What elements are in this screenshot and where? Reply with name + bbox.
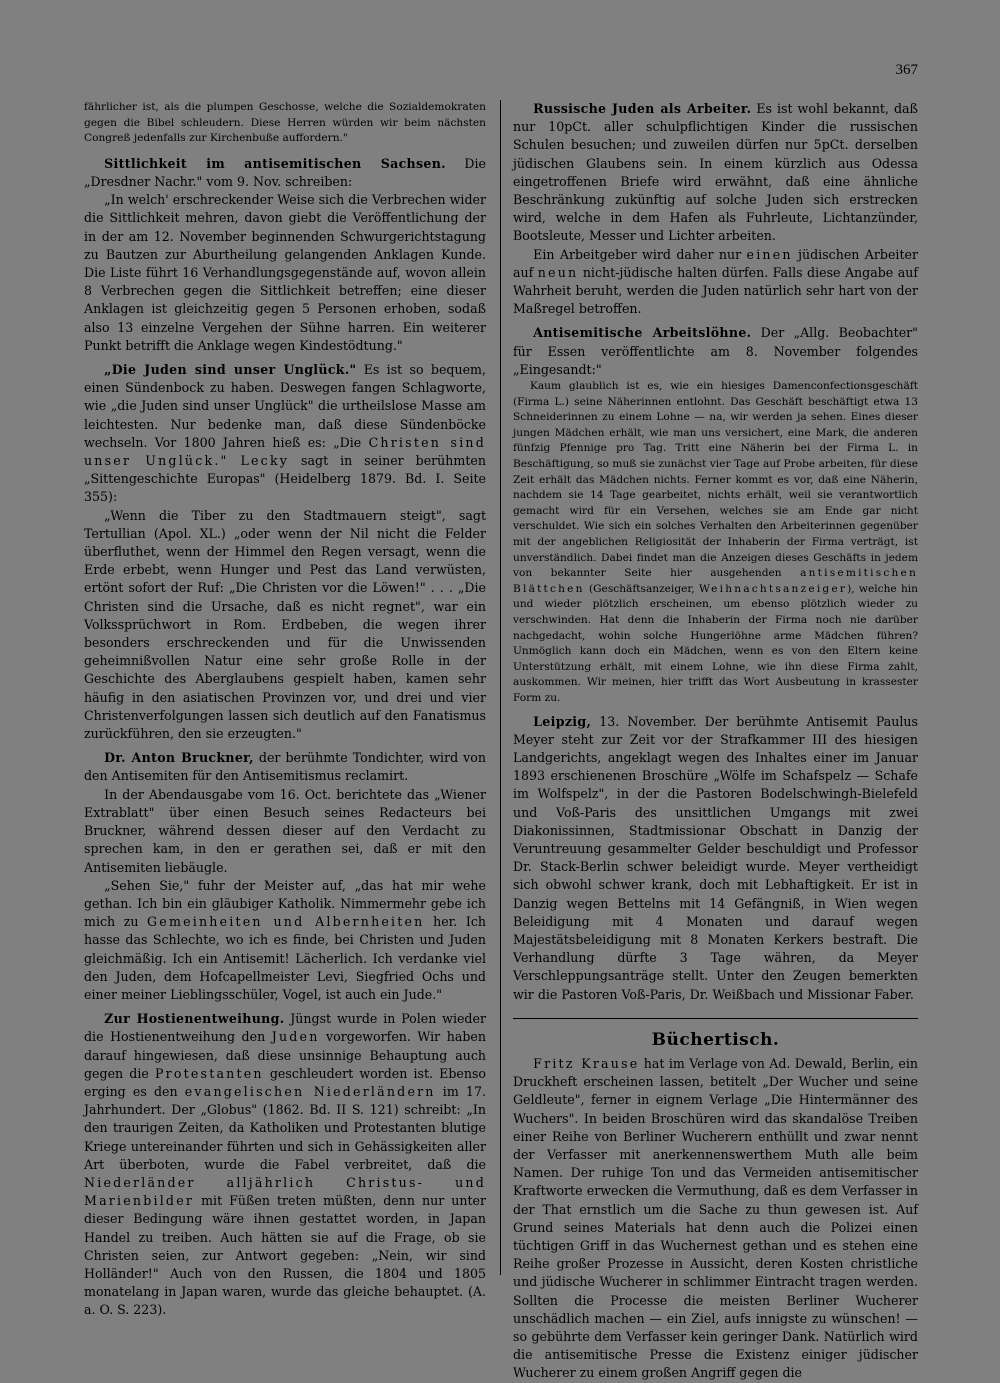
article-paragraph: „In welch' erschreckender Weise sich die Verbrechen wider die Sittlichkeit mehren, davon giebt die Veröffentlichung der in der am 12. November beginnenden Schwurgerichtstagung zu Bautzen zur Aburtheilung gelangenden Anklagen Kunde. Die Liste führt 16 Verhandlungsgegenstände auf, wovon allein 8 Verbrechen gegen die Sittlichkeit betreffen; eine dieser Anklagen ist gleichzeitig gegen 5 Personen erhoben, sodaß also 13 einzelne Vergehen der Sühne harren. Ein weiterer Punkt betrifft die Anklage wegen Kindestödtung." <box>84 192 486 353</box>
article-text: jüdischen Arbeiter auf <box>513 246 918 280</box>
article-text: Der „Allg. Beobachter" für Essen veröffentlichte am 8. November folgendes „Eingesandt:" <box>513 325 918 377</box>
article-text: Es ist wohl bekannt, daß nur 10pCt. aller schulpflichtigen Kinder die russischen Schulen besuchen; und zuweilen dürfen nur 5pCt. derselben jüdischen Glaubens sein. In einem kürzlich aus Odessa eingetroffenen Briefe wird erwähnt, daß eine ähnliche Beschränkung zukünftig auf solche Juden sich erstrecken wird, welche in dem Hafen als Fuhrleute, Lichtanzünder, Bootsleute, Messer und Lichter arbeiten. <box>513 101 918 244</box>
article-heading: Dr. Anton Bruckner, <box>104 750 254 766</box>
article-text: Kaum glaublich ist es, wie ein hiesiges Damenconfectionsgeschäft (Firma L.) seine Näherinnen entlohnt. Das Geschäft beschäftigt etwa 13 Schneiderinnen zu einem Lohne — na, wir werden ja sehen. Eines dieser jungen Mädchen erhält, wie man uns versichert, eine Mark, die anderen fünfzig Pfennige pro Tag. Tritt eine Näherin bei der Firma L. in Beschäftigung, so muß sie zunächst vier Tage auf Probe arbeiten, für diese Zeit erhält das Mädchen nichts. Ferner kommt es vor, daß eine Näherin, nachdem sie 14 Tage gearbeitet, nichts erhält, weil sie verantwortlich gemacht wird für ein Versehen, welches sie am Ende gar nicht verschuldet. Wie sich ein solches Verhalten den Arbeiterinnen gegenüber mit der angeblichen Religiosität der Inhaberin der Firma verträgt, ist unverständlich. Dabei findet man die Anzeigen dieses Geschäfts in jedem von bekannter Seite hier ausgehenden <box>513 380 918 580</box>
article-text: hat im Verlage von Ad. Dewald, Berlin, ein Druckheft erscheinen lassen, betitelt „Der Wucher und seine Geldleute", ferner in eignem Verlage „Die Hintermänner des Wuchers". In beiden Broschüren wird das skandalöse Treiben einer Reihe von Berliner Wucherern enthüllt und zwar nennt der Verfasser mit anerkennenswerthem Muth alle beim Namen. Der ruhige Ton und das Vermeiden antisemitischer Kraftworte erwecken die Vermuthung, daß es dem Verfasser in der That ernstlich um die Sache zu thun gewesen ist. Auf Grund seines Materials hat denn auch die Polizei einen tüchtigen Griff in das Wuchernest gethan und es stehen eine Reihe großer Prozesse in Aussicht, deren Kosten christliche und jüdische Wucherer in schlimmer Eintracht tragen werden. Sollten die Processe die meisten Berliner Wucherer unschädlich machen — ein Ziel, aufs innigste zu wünschen! — so gebührte dem Verfasser kein geringer Dank. Natürlich wird die antisemitische Presse die Existenz einiger jüdischer Wucherer zu einem großen Angriff gegen die <box>513 1055 918 1381</box>
emphasis-text: einen <box>746 246 793 262</box>
article-text: Die „Dresdner Nachr." vom 9. Nov. schreiben: <box>84 155 486 189</box>
article-text: „Sehen Sie," fuhr der Meister auf, „das hat mir wehe gethan. Ich bin ein gläubiger Katholik. Nimmermehr gebe ich mich zu <box>84 877 486 930</box>
column-divider <box>500 100 501 1275</box>
article-text: 13. November. Der berühmte Antisemit Paulus Meyer steht zur Zeit vor der Strafkammer III des hiesigen Landgerichts, angeklagt wegen des Inhaltes einer im Januar 1893 erschienenen Broschüre „Wölfe im Schafspelz — Schafe im Wolfspelz", in der die Pastoren Bodelschwingh-Bielefeld und Voß-Paris des unsittlichen Umgangs mit zwei Diakonissinnen, Stadtmissionar Obschatt in Danzig der Veruntreuung gesammelter Gelder beschuldigt und Professor Dr. Stack-Berlin schwer beleidigt wurde. Meyer vertheidigt sich obwohl schwer krank, doch mit Lebhaftigkeit. Er ist in Danzig wegen Bettelns mit 14 Gefängniß, in Wien wegen Beleidigung mit 4 Monaten und darauf wegen Majestätsbeleidigung mit 8 Monaten Kerkers bestraft. Die Verhandlung dürfte 3 Tage währen, da Meyer Verschleppungsanträge stellt. Unter den Zeugen bemerkten wir die Pastoren Voß-Paris, Dr. Weißbach und Missionar Faber. <box>513 713 918 1002</box>
section-title-buechertisch: Büchertisch. <box>651 1029 780 1050</box>
emphasis-text: antisemitischen Blättchen <box>513 567 918 595</box>
article-paragraph <box>513 246 918 319</box>
article-text: geschleudert worden ist. Ebenso erging es den <box>84 1065 486 1099</box>
article-text: Jüngst wurde in Polen wieder die Hostienentweihung den <box>84 1011 486 1045</box>
left-column <box>84 100 486 1320</box>
article-text: (Geschäftsanzeiger, <box>588 582 695 595</box>
emphasis-text: Protestanten <box>154 1065 264 1081</box>
emphasis-text: Christen sind unser Unglück." <box>84 434 486 469</box>
section-divider <box>513 1018 918 1019</box>
article-russische-juden <box>513 100 918 246</box>
article-paragraph: In der Abendausgabe vom 16. Oct. berichtete das „Wiener Extrablatt" über einen Besuch seines Redacteurs bei Bruckner, während dessen dieser auf den Verdacht zu sprechen kam, in den er gerathen sei, daß er mit den Antisemiten liebäugle. <box>84 786 486 875</box>
article-sittlichkeit <box>84 155 486 191</box>
article-heading: „Die Juden sind unser Unglück." <box>104 362 357 378</box>
emphasis-text: Weihnachtsanzeiger <box>698 582 848 595</box>
article-text: mit Füßen treten müßten, denn nur unter dieser Bedingung wäre ihnen gestattet worden, in Japan Handel zu treiben. Auch hätten sie auf die Frage, ob sie Christen seien, zur Antwort gegeben: „Nein, wir sind Holländer!" Auch von den Russen, die 1804 und 1805 monatelang in Japan waren, wurde das gleiche behauptet. (A. a. O. S. 223). <box>84 1193 486 1318</box>
article-heading: Antisemitische Arbeitslöhne. <box>533 325 752 341</box>
article-text: ), welche hin und wieder plötzlich erscheinen, um ebenso plötzlich wieder zu verschwinden. Hat denn die Inhaberin der Firma noch nie darüber nachgedacht, wohin solche Hungerlöhne arme Mädchen führen? Unmöglich kann doch ein Mädchen, wenn es von den Eltern keine Unterstützung erhält, mit einem Lohne, wie ihn diese Firma zahlt, auskommen. Wir meinen, hier trifft das Wort Ausbeutung in krassester Form zu. <box>513 582 918 704</box>
emphasis-text: Gemeinheiten und Albernheiten <box>147 914 425 930</box>
article-arbeitsloehne <box>513 324 918 379</box>
article-leipzig <box>513 713 918 1004</box>
page-number: 367 <box>895 62 918 78</box>
emphasis-text: evangelischen Niederländern <box>184 1083 436 1099</box>
article-juden-unglueck <box>84 361 486 507</box>
article-bruckner <box>84 749 486 785</box>
article-text: vorgeworfen. Wir haben darauf hingewiesen, daß diese unsinnige Behauptung auch gegen die <box>84 1029 486 1081</box>
article-text: nicht-jüdische halten dürfen. Falls diese Angabe auf Wahrheit beruht, werden die Juden natürlich sehr hart von der Maßregel betroffen. <box>513 264 918 317</box>
continued-paragraph: fährlicher ist, als die plumpen Geschosse, welche die Sozialdemokraten gegen die Bibel schleudern. Diese Herren würden wir beim nächsten Congreß jedenfalls zur Kirchenbuße auffordern." <box>84 101 486 145</box>
article-text: Es ist so bequem, einen Sündenbock zu haben. Deswegen fangen Schlagworte, wie „die Juden sind unser Unglück" die urtheilslose Masse am leichtesten. Nur bedenke man, daß diese Sündenböcke wechseln. Vor 1800 Jahren hieß es: „Die <box>84 362 486 450</box>
quoted-letter <box>513 379 918 706</box>
article-text: der berühmte Tondichter, wird von den Antisemiten für den Antisemitismus reclamirt. <box>84 750 486 784</box>
article-paragraph <box>84 877 486 1004</box>
emphasis-text: Niederländer alljährlich Christus- und Marienbilder <box>84 1174 486 1209</box>
article-text: her. Ich hasse das Schlechte, wo ich es finde, bei Christen und Juden gleichmäßig. Ich ein Antisemit! Lächerlich. Ich verdanke viel den Juden, dem Hofcapellmeister Levi, Siegfried Ochs und einer meiner Lieblingsschüler, Vogel, ist auch ein Jude." <box>84 914 486 1002</box>
article-text: Ein Arbeitgeber wird daher nur <box>533 246 742 262</box>
emphasis-text: Juden <box>271 1029 320 1045</box>
book-review <box>513 1055 918 1383</box>
article-hostienentweihung <box>84 1010 486 1319</box>
article-text: sagt in seiner berühmten „Sittengeschichte Europas" (Heidelberg 1879. Bd. I. Seite 355): <box>84 453 486 505</box>
emphasis-text: Lecky <box>240 453 290 469</box>
emphasis-text: Fritz Krause <box>533 1055 640 1071</box>
article-text: im 17. Jahrhundert. Der „Globus" (1862. Bd. II S. 121) schreibt: „In den traurigen Zeiten, da Katholiken und Protestanten blutige Kriege untereinander führten und sich in Gehässigkeiten aller Art überboten, wurde die Fabel verbreitet, daß die <box>84 1083 486 1172</box>
emphasis-text: neun <box>537 264 579 280</box>
right-column <box>513 100 918 1383</box>
article-heading: Zur Hostienentweihung. <box>104 1011 285 1027</box>
article-heading: Leipzig, <box>533 713 592 729</box>
article-heading: Russische Juden als Arbeiter. <box>533 101 752 116</box>
article-heading: Sittlichkeit im antisemitischen Sachsen. <box>104 155 446 171</box>
article-paragraph: „Wenn die Tiber zu den Stadtmauern steigt", sagt Tertullian (Apol. XL.) „oder wenn der Nil nicht die Felder überfluthet, wenn der Himmel den Regen versagt, wenn die Erde erbebt, wenn Hunger und Pest das Land verwüsten, ertönt sofort der Ruf: „Die Christen vor die Löwen!" . . . „Die Christen sind die Ursache, daß es nicht regnet", war ein Volkssprüchwort in Rom. Erdbeben, die wegen ihrer besonders erschreckenden und für die Unwissenden geheimnißvollen Natur eine sehr große Rolle in der Geschichte des Aberglaubens gespielt haben, kamen sehr häufig in den asiatischen Provinzen vor, und drei und vier Christenverfolgungen lassen sich deutlich auf den Fanatismus zurückführen, den sie erzeugten." <box>84 507 486 742</box>
